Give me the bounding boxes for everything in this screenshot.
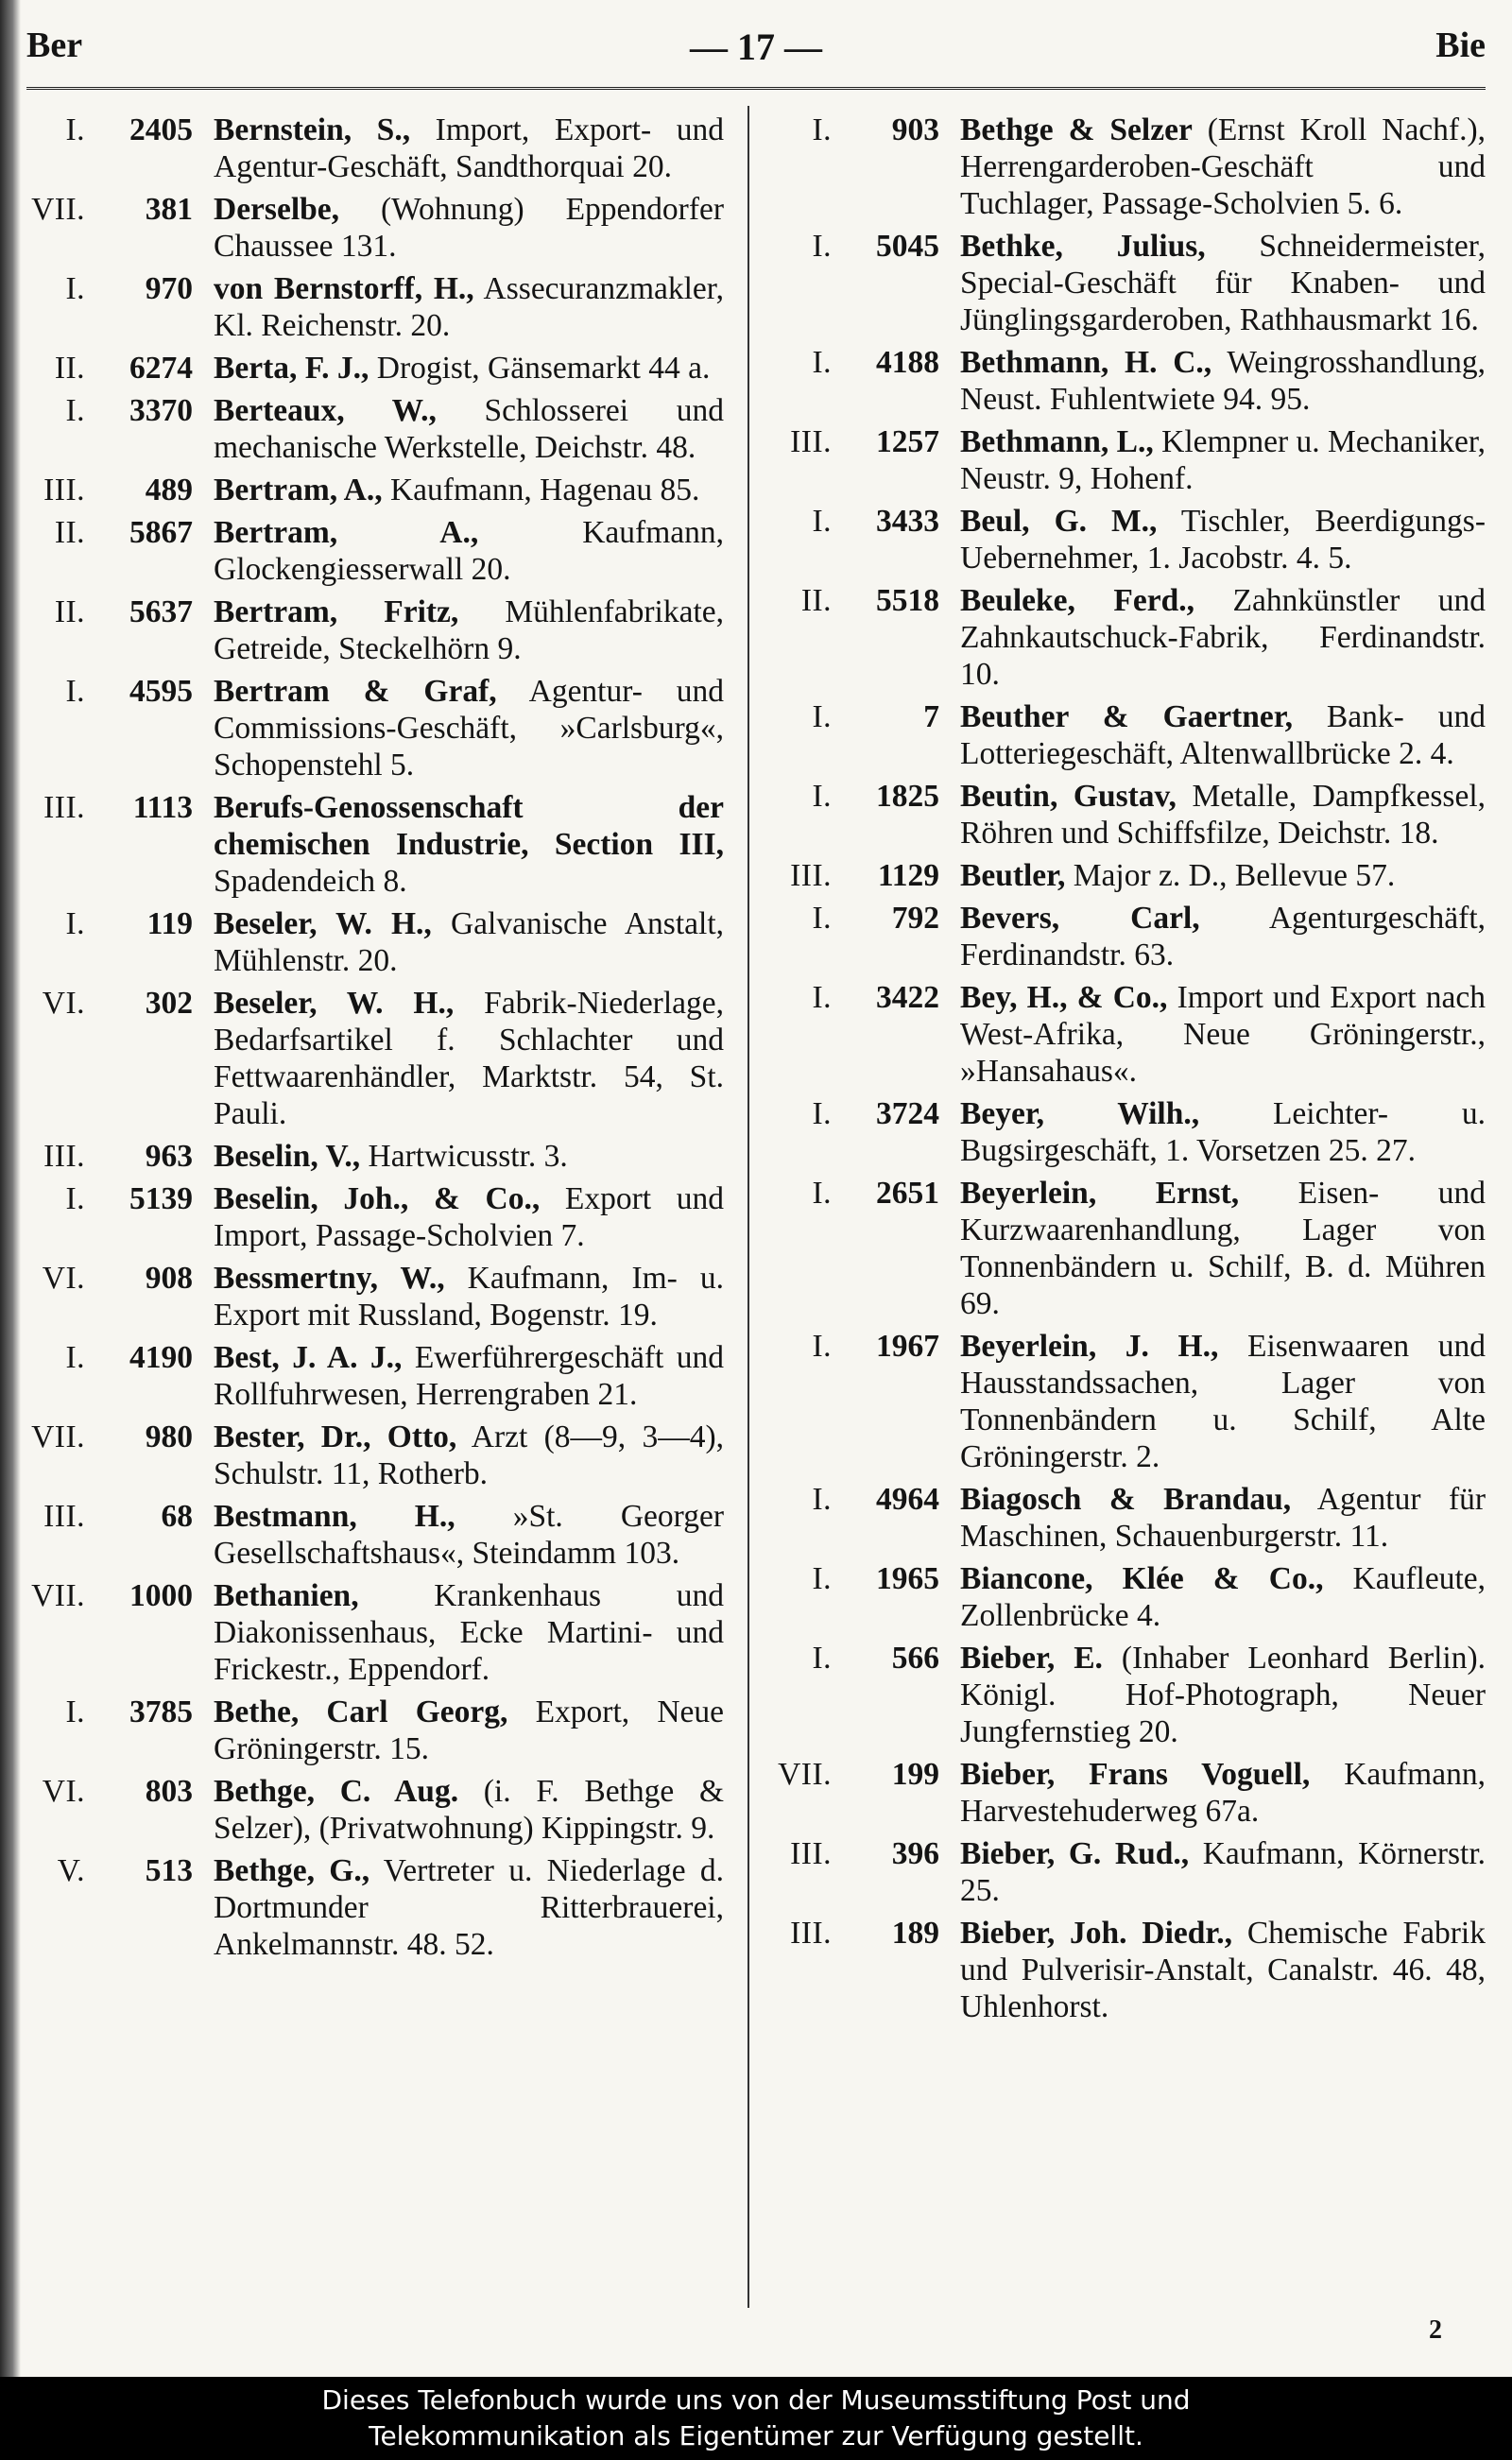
entry-district: I. [812,1329,832,1364]
entry-text [960,1095,1486,1169]
entry-details: Export, Neue Gröningerstr. 15. [214,1694,725,1766]
directory-entry [26,1852,724,1963]
entry-name: Bessmertny, W., [214,1261,445,1296]
entry-name: Best, J. A. J., [214,1340,403,1375]
entry-details: Galvanische Anstalt, Mühlenstr. 20. [214,906,724,978]
page-number: — 17 — [690,26,822,68]
entry-name: Beyerlein, Ernst, [960,1176,1240,1211]
entry-district: II. [800,583,832,618]
entry-name: Beutler, [960,858,1066,893]
entry-district: I. [812,980,832,1015]
directory-entry [26,1498,724,1572]
entry-phone-number: 2651 [876,1176,939,1211]
entry-details: Bank- und Lotteriegeschäft, Altenwallbrücke 2. 4. [960,699,1486,771]
entry-text [960,344,1486,418]
entry-text [214,673,724,783]
entry-phone-number: 980 [145,1419,193,1454]
directory-entry [773,1481,1486,1555]
directory-entry [773,979,1486,1090]
entry-phone-number: 4964 [876,1482,939,1517]
entry-name: Bethge & Selzer [960,112,1193,147]
entry-text [214,392,724,466]
entry-name: Bethke, Julius, [960,229,1206,264]
entry-name: Beyer, Wilh., [960,1096,1200,1131]
entry-district: VII. [778,1757,832,1792]
entry-name: Bieber, G. Rud., [960,1836,1190,1871]
entry-district: I. [65,271,85,306]
entry-text [960,1835,1486,1909]
entry-district: I. [65,1694,85,1729]
entry-text [960,1560,1486,1634]
entry-phone-number: 5518 [876,583,939,618]
entry-text [960,1175,1486,1322]
directory-entry [26,514,724,588]
directory-entry [26,985,724,1132]
entry-phone-number: 963 [145,1139,193,1174]
page-signature: 2 [1429,2315,1442,2345]
entry-phone-number: 4188 [876,345,939,380]
directory-entry [773,582,1486,693]
entry-text [214,1138,724,1175]
entry-details: Export und Import, Passage-Scholvien 7. [214,1181,724,1253]
entry-name: Beuther & Gaertner, [960,699,1293,734]
entry-text [214,1694,724,1767]
header-range-start: Ber [26,26,83,65]
entry-district: II. [54,351,85,386]
entry-details: Import und Export nach West-Afrika, Neue Gröningerstr., »Hansahaus«. [960,980,1486,1089]
entry-details: Agenturgeschäft, Ferdinandstr. 63. [960,901,1486,972]
entry-district: III. [790,424,832,459]
entry-text [214,905,724,979]
entry-name: Biancone, Klée & Co., [960,1561,1324,1596]
entry-phone-number: 3785 [129,1694,193,1729]
entry-name: Beseler, W. H., [214,906,432,941]
entry-text [960,1915,1486,2025]
header-range-end: Bie [1435,26,1486,65]
entry-text [960,857,1486,894]
entry-phone-number: 68 [161,1499,193,1534]
entry-district: VII. [31,192,85,227]
entry-details: Kaufmann, Körnerstr. 25. [960,1836,1486,1908]
entry-phone-number: 903 [891,112,939,147]
entry-district: VII. [31,1578,85,1613]
entry-text [214,1180,724,1254]
entry-text [214,789,724,900]
directory-entry [773,423,1486,497]
entry-name: Beutin, Gustav, [960,779,1177,814]
directory-entry [26,673,724,783]
entry-details: Spadendeich 8. [214,864,407,899]
directory-entry [26,1577,724,1688]
entry-details: Arzt (8—9, 3—4), Schulstr. 11, Rotherb. [214,1419,724,1491]
directory-entry [773,900,1486,973]
entry-details: (Ernst Kroll Nachf.), Herrengarderoben-Geschäft und Tuchlager, Passage-Scholvien 5. 6. [960,112,1486,221]
entry-details: Vertreter u. Niederlage d. Dortmunder Ritterbrauerei, Ankelmannstr. 48. 52. [214,1853,724,1962]
right-column [773,112,1486,2031]
entry-details: Krankenhaus und Diakonissenhaus, Ecke Martini- und Frickestr., Eppendorf. [214,1578,724,1687]
entry-phone-number: 3370 [129,393,193,428]
entry-phone-number: 381 [145,192,193,227]
entry-phone-number: 302 [145,986,193,1021]
entry-text [214,112,724,185]
entry-phone-number: 970 [145,271,193,306]
entry-district: III. [790,1916,832,1951]
header-rule [26,87,1486,90]
entry-text [214,1260,724,1333]
entry-district: I. [812,504,832,539]
entry-phone-number: 7 [923,699,939,734]
directory-entry [773,1835,1486,1909]
entry-details: Schneidermeister, Special-Geschäft für Knaben- und Jünglingsgarderoben, Rathhausmarkt 16. [960,229,1486,337]
directory-entry [773,344,1486,418]
entry-text [214,985,724,1132]
entry-name: Bestmann, H., [214,1499,455,1534]
entry-phone-number: 5637 [129,594,193,629]
entry-phone-number: 489 [145,473,193,507]
entry-name: Bertram & Graf, [214,674,497,709]
entry-district: I. [65,1181,85,1216]
entry-details: Assecuranzmakler, Kl. Reichenstr. 20. [214,271,724,343]
entry-district: I. [65,112,85,147]
entry-phone-number: 396 [891,1836,939,1871]
entry-text [960,778,1486,852]
entry-phone-number: 2405 [129,112,193,147]
entry-details: Ewerführergeschäft und Rollfuhrwesen, Herrengraben 21. [214,1340,724,1412]
entry-text [214,1339,724,1413]
directory-entry [26,1180,724,1254]
entry-phone-number: 3422 [876,980,939,1015]
entry-name: Bieber, Frans Voguell, [960,1757,1311,1792]
directory-entry [26,1339,724,1413]
entry-phone-number: 513 [145,1853,193,1888]
directory-entry [773,1175,1486,1322]
entry-name: Berufs-Genossenschaft der chemischen Industrie, Section III, [214,790,724,862]
directory-entry [26,905,724,979]
entry-name: Bernstein, S., [214,112,411,147]
entry-details: Weingrosshandlung, Neust. Fuhlentwiete 94. 95. [960,345,1486,417]
entry-text [960,698,1486,772]
directory-entry [26,350,724,387]
entry-phone-number: 6274 [129,351,193,386]
entry-details: Eisen- und Kurzwaarenhandlung, Lager von Tonnenbändern u. Schilf, B. d. Mühren 69. [960,1176,1486,1321]
entry-name: Bieber, Joh. Diedr., [960,1916,1232,1951]
running-head [26,21,1486,77]
entry-phone-number: 803 [145,1774,193,1809]
directory-entry [26,1260,724,1333]
entry-phone-number: 1965 [876,1561,939,1596]
entry-name: Bertram, A., [214,473,383,507]
entry-phone-number: 1257 [876,424,939,459]
directory-entry [26,1694,724,1767]
entry-text [214,191,724,265]
entry-text [960,112,1486,222]
directory-entry [773,1095,1486,1169]
entry-details: Klempner u. Mechaniker, Neustr. 9, Hohenf. [960,424,1486,496]
entry-details: Chemische Fabrik und Pulverisir-Anstalt, Canalstr. 46. 48, Uhlenhorst. [960,1916,1486,2024]
entry-name: von Bernstorff, H., [214,271,474,306]
entry-details: Mühlenfabrikate, Getreide, Steckelhörn 9. [214,594,724,666]
entry-phone-number: 1113 [132,790,193,825]
directory-entry [26,472,724,508]
notice-line-2: Telekommunikation als Eigentümer zur Verfügung gestellt. [369,2420,1143,2451]
entry-name: Bieber, E. [960,1641,1103,1676]
entry-district: I. [65,1340,85,1375]
entry-name: Bethmann, L., [960,424,1154,459]
entry-phone-number: 566 [891,1641,939,1676]
entry-details: Drogist, Gänsemarkt 44 a. [376,351,711,386]
entry-name: Bethge, C. Aug. [214,1774,459,1809]
entry-name: Berta, F. J., [214,351,369,386]
directory-entry [773,1640,1486,1750]
entry-phone-number: 199 [891,1757,939,1792]
entry-text [214,514,724,588]
entry-district: I. [812,1641,832,1676]
entry-phone-number: 5867 [129,515,193,550]
entry-name: Bertram, Fritz, [214,594,459,629]
entry-details: Kaufmann, Im- u. Export mit Russland, Bogenstr. 19. [214,1261,724,1333]
directory-entry [26,1419,724,1492]
entry-district: I. [65,393,85,428]
entry-district: VI. [42,1774,85,1809]
entry-text [214,1852,724,1963]
entry-phone-number: 5139 [129,1181,193,1216]
entry-text [960,900,1486,973]
entry-phone-number: 5045 [876,229,939,264]
entry-phone-number: 1967 [876,1329,939,1364]
entry-details: Import, Export- und Agentur-Geschäft, Sandthorquai 20. [214,112,724,184]
directory-entry [773,1915,1486,2025]
entry-name: Beseler, W. H., [214,986,455,1021]
directory-entry [26,270,724,344]
directory-entry [773,503,1486,576]
entry-details: Agentur für Maschinen, Schauenburgerstr. 11. [960,1482,1486,1554]
entry-district: I. [812,1482,832,1517]
entry-phone-number: 4190 [129,1340,193,1375]
entry-text [960,1640,1486,1750]
directory-entry [26,1773,724,1847]
entry-name: Beuleke, Ferd., [960,583,1194,618]
entry-text [214,350,724,387]
entry-text [214,1773,724,1847]
entry-details: Metalle, Dampfkessel, Röhren und Schiffsfilze, Deichstr. 18. [960,779,1486,851]
entry-details: Major z. D., Bellevue 57. [1073,858,1396,893]
entry-district: I. [812,699,832,734]
entry-phone-number: 792 [891,901,939,936]
directory-entry [773,112,1486,222]
entry-text [960,228,1486,338]
entry-district: VI. [42,1261,85,1296]
entry-name: Beul, G. M., [960,504,1158,539]
directory-entry [773,228,1486,338]
directory-entry [773,1756,1486,1830]
entry-district: VII. [31,1419,85,1454]
entry-details: Eisenwaaren und Hausstandssachen, Lager von Tonnenbändern u. Schilf, Alte Gröningerstr. 2. [960,1329,1486,1474]
directory-entry [773,778,1486,852]
entry-name: Bevers, Carl, [960,901,1200,936]
entry-details: Leichter- u. Bugsirgeschäft, 1. Vorsetzen 25. 27. [960,1096,1486,1168]
entry-details: Kaufmann, Harvestehuderweg 67a. [960,1757,1486,1829]
entry-district: I. [812,1096,832,1131]
entry-district: I. [812,1561,832,1596]
entry-text [960,979,1486,1090]
entry-district: I. [812,345,832,380]
entry-text [960,423,1486,497]
entry-phone-number: 3724 [876,1096,939,1131]
entry-district: VI. [42,986,85,1021]
directory-entry [26,112,724,185]
entry-text [214,472,724,508]
directory-entry [773,1560,1486,1634]
entry-text [214,1577,724,1688]
left-column [26,112,724,1969]
entry-text [960,1756,1486,1830]
entry-name: Bethe, Carl Georg, [214,1694,508,1729]
entry-district: I. [65,906,85,941]
entry-name: Bertram, A., [214,515,479,550]
directory-entry [26,1138,724,1175]
entry-details: Fabrik-Niederlage, Bedarfsartikel f. Schlachter und Fettwaarenhändler, Marktstr. 54, St. Pauli. [214,986,725,1131]
directory-entry [773,1328,1486,1475]
entry-phone-number: 1129 [877,858,939,893]
entry-details: Kaufmann, Glockengiesserwall 20. [214,515,725,587]
entry-name: Biagosch & Brandau, [960,1482,1292,1517]
entry-district: V. [57,1853,85,1888]
entry-details: Kaufleute, Zollenbrücke 4. [960,1561,1486,1633]
column-divider [747,106,749,2308]
entry-phone-number: 119 [146,906,193,941]
entry-district: II. [54,515,85,550]
entry-district: III. [790,1836,832,1871]
entry-phone-number: 1000 [129,1578,193,1613]
entry-district: I. [812,229,832,264]
entry-phone-number: 4595 [129,674,193,709]
entry-details: Tischler, Beerdigungs-Uebernehmer, 1. Jacobstr. 4. 5. [960,504,1486,576]
entry-text [960,1481,1486,1555]
directory-entry [26,593,724,667]
entry-name: Bethanien, [214,1578,359,1613]
entry-district: III. [43,473,85,507]
entry-name: Beyerlein, J. H., [960,1329,1219,1364]
entry-phone-number: 908 [145,1261,193,1296]
entry-details: (Inhaber Leonhard Berlin). Königl. Hof-Photograph, Neuer Jungfernstieg 20. [960,1641,1486,1749]
entry-district: I. [812,112,832,147]
entry-district: I. [812,1176,832,1211]
entry-details: Agentur- und Commissions-Geschäft, »Carlsburg«, Schopenstehl 5. [214,674,724,783]
entry-district: III. [43,1499,85,1534]
entry-phone-number: 1825 [876,779,939,814]
entry-name: Bethmann, H. C., [960,345,1212,380]
ownership-notice [0,2377,1512,2460]
entry-text [214,1419,724,1492]
entry-phone-number: 3433 [876,504,939,539]
entry-details: Hartwicusstr. 3. [368,1139,568,1174]
entry-details: (i. F. Bethge & Selzer), (Privatwohnung) Kippingstr. 9. [214,1774,724,1846]
entry-name: Derselbe, [214,192,340,227]
directory-entry [26,789,724,900]
entry-district: III. [790,858,832,893]
entry-district: I. [65,674,85,709]
entry-district: I. [812,779,832,814]
directory-entry [26,191,724,265]
entry-text [214,270,724,344]
entry-text [960,503,1486,576]
entry-name: Bey, H., & Co., [960,980,1168,1015]
entry-name: Beselin, V., [214,1139,361,1174]
entry-details: Kaufmann, Hagenau 85. [389,473,700,507]
entry-name: Bester, Dr., Otto, [214,1419,457,1454]
entry-details: Zahnkünstler und Zahnkautschuck-Fabrik, Ferdinandstr. 10. [960,583,1486,692]
entry-district: III. [43,790,85,825]
directory-entry [773,698,1486,772]
entry-name: Berteaux, W., [214,393,437,428]
entry-text [960,582,1486,693]
entry-phone-number: 189 [891,1916,939,1951]
entry-district: III. [43,1139,85,1174]
directory-entry [773,857,1486,894]
entry-text [960,1328,1486,1475]
directory-entry [26,392,724,466]
entry-details: Schlosserei und mechanische Werkstelle, Deichstr. 48. [214,393,724,465]
entry-name: Bethge, G., [214,1853,370,1888]
notice-line-1: Dieses Telefonbuch wurde uns von der Museumsstiftung Post und [321,2384,1191,2416]
entry-name: Beselin, Joh., & Co., [214,1181,541,1216]
entry-details: »St. Georger Gesellschaftshaus«, Steindamm 103. [214,1499,724,1571]
entry-district: II. [54,594,85,629]
entry-text [214,593,724,667]
entry-district: I. [812,901,832,936]
entry-text [214,1498,724,1572]
entry-details: (Wohnung) Eppendorfer Chaussee 131. [214,192,725,264]
